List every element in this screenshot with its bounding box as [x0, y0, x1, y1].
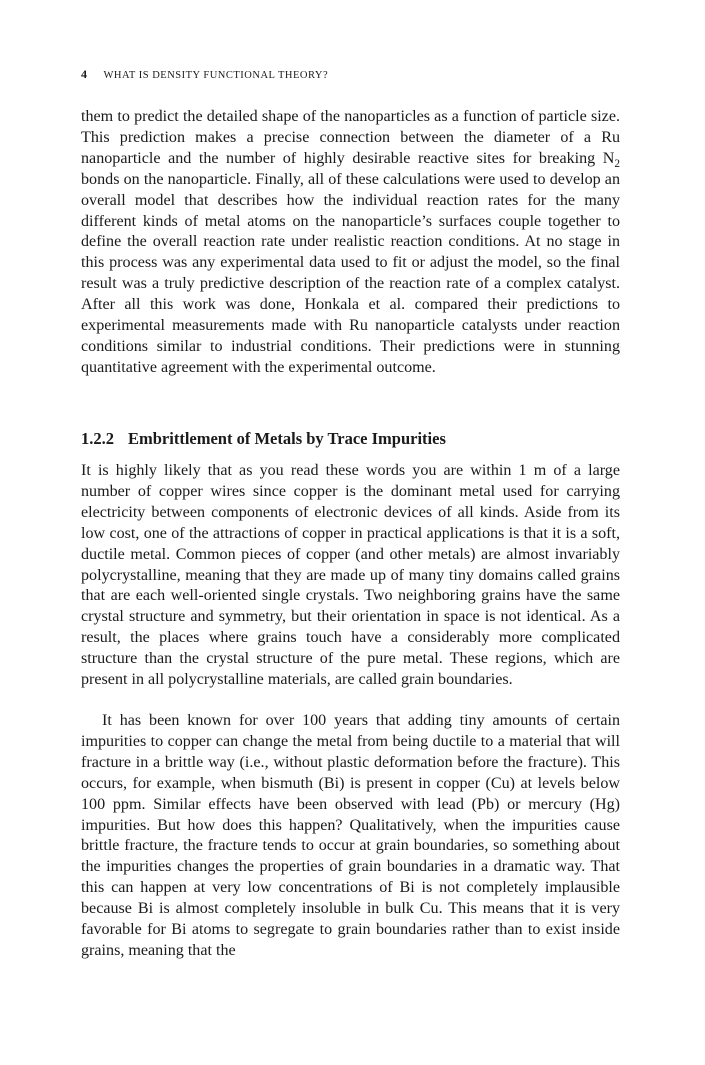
section-number: 1.2.2	[81, 429, 114, 448]
section-title: Embrittlement of Metals by Trace Impurities	[128, 429, 446, 448]
subscript-2: 2	[614, 157, 620, 170]
paragraph-embrittlement	[81, 711, 620, 962]
paragraph-text: It is highly likely that as you read these words you are within 1 m of a large number of copper wires since copper is the dominant metal used for carrying electricity between components of electronic devices of all kinds. Aside from its low cost, one of the attractions of copper in practical applications is that it is a soft, ductile metal. Common pieces of copper (and other metals) are almost invariably polycrystalline, meaning that they are made up of many tiny domains called grains that are each well-oriented single crystals. Two neighboring grains have the same crystal structure and symmetry, but their orientation in space is not identical. As a result, the places where grains touch have a considerably more complicated structure than the crystal structure of the pure metal. These regions, which are present in all polycrystalline materials, are called grain boundaries.	[81, 462, 620, 689]
running-title: WHAT IS DENSITY FUNCTIONAL THEORY?	[103, 70, 329, 81]
paragraph-catalyst-prediction	[81, 107, 620, 379]
section-heading	[81, 429, 446, 449]
paragraph-text-part: them to predict the detailed shape of the nanoparticles as a function of particle size. This prediction makes a precise connection between the diameter of a Ru nanoparticle and the number of highly desirable reactive sites for breaking N	[81, 108, 620, 167]
running-header	[81, 67, 620, 82]
paragraph-text: It has been known for over 100 years that adding tiny amounts of certain impurities to copper can change the metal from being ductile to a material that will fracture in a brittle way (i.e., without plastic deformation before the fracture). This occurs, for example, when bismuth (Bi) is present in copper (Cu) at levels below 100 ppm. Similar effects have been observed with lead (Pb) or mercury (Hg) impurities. But how does this happen? Qualitatively, when the impurities cause brittle fracture, the fracture tends to occur at grain boundaries, so something about the impurities changes the properties of grain boundaries in a dramatic way. That this can happen at very low concentrations of Bi is not completely implausible because Bi is almost completely insoluble in bulk Cu. This means that it is very favorable for Bi atoms to segregate to grain boundaries rather than to exist inside grains, meaning that the	[81, 712, 620, 959]
paragraph-text	[81, 107, 620, 379]
paragraph-text-part: bonds on the nanoparticle. Finally, all of these calculations were used to develop an overall model that describes how the individual reaction rates for the many different kinds of metal atoms on the nanoparticle’s surfaces couple together to define the overall reaction rate under realistic reaction conditions. At no stage in this process was any experimental data used to fit or adjust the model, so the final result was a truly predictive description of the reaction rate of a complex catalyst. After all this work was done, Honkala et al. compared their predictions to experimental measurements made with Ru nanoparticle catalysts under reaction conditions similar to industrial conditions. Their predictions were in stunning quantitative agreement with the experimental outcome.	[81, 170, 620, 376]
page-number: 4	[81, 67, 88, 81]
paragraph-copper-grains	[81, 461, 620, 691]
